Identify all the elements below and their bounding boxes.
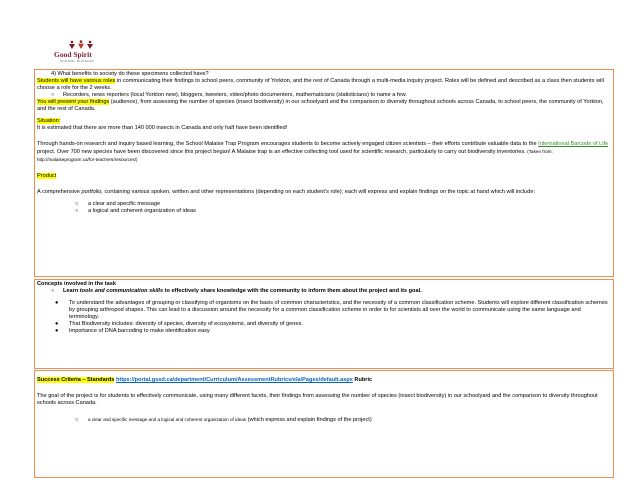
learn-list-item — [37, 288, 611, 295]
hollow-bullet-icon: ○ — [75, 417, 79, 423]
concepts-section — [34, 279, 614, 369]
final-item-paren: (which express and explain findings of the project) — [247, 417, 372, 423]
people-figures-icon — [68, 40, 94, 50]
situation-label: Situation: — [37, 118, 61, 124]
logo-subtitle: SCHOOL DIVISION — [60, 59, 95, 63]
final-list-item — [37, 416, 611, 424]
include-item-text: a clear and specific message — [88, 201, 161, 207]
final-item-main: a clear and specific message and a logical and coherent organization of ideas — [88, 417, 247, 422]
include-item-text: a logical and coherent organization of ideas — [88, 208, 196, 214]
hollow-bullet-icon: ○ — [51, 288, 55, 294]
roles-highlight: Students will have various roles — [37, 78, 116, 84]
include-list-item — [37, 201, 611, 208]
concepts-heading: Concepts involved in the task — [37, 281, 116, 287]
findings-paragraph — [37, 99, 611, 113]
concept-bullet-text: That Biodiversity includes: diversity of species, diversity of ecosystems, and diversity of genes. — [69, 321, 303, 327]
success-criteria-section — [34, 370, 614, 478]
roles-list-item — [37, 92, 611, 99]
portfolio-text-after: containing various spoken, written and other representations (depending on each student’s role); each will express and explain findings on the topic at hand which will include: — [102, 189, 536, 195]
learn-italic: tools and communication skills — [79, 288, 164, 294]
logo-name: Good Spirit — [54, 50, 92, 59]
concept-bullet-item — [37, 300, 611, 321]
portfolio-text-before: A comprehensive — [37, 189, 82, 195]
roles-paragraph — [37, 78, 611, 92]
product-label: Product — [37, 173, 57, 179]
situation-label-row — [37, 118, 611, 125]
hollow-bullet-icon: ○ — [75, 208, 79, 214]
findings-highlight: You will present your findings — [37, 99, 110, 105]
portfolio-paragraph — [37, 189, 611, 196]
criteria-row — [37, 377, 611, 384]
solid-bullet-icon: ● — [55, 300, 59, 306]
learn-text-before: Learn — [63, 288, 80, 294]
roles-text: in communicating their findings to school peers, community of Yorkton, and the rest of Canada through a multi-media inquiry project. Roles will be defined and described as a class then students will choose a role for the 2 weeks. — [37, 78, 604, 91]
learn-text-after: to effectively share knowledge with the community to inform them about the project and its goal. — [163, 288, 422, 294]
concept-bullet-item — [37, 321, 611, 328]
research-paragraph — [37, 141, 611, 164]
rubric-portal-link[interactable]: https://portal.gssd.ca/department/Curriculum/AssessmentRubrics/ela/Pages/default.aspx — [115, 377, 353, 383]
portfolio-italic: portfolio, — [81, 189, 103, 195]
concept-bullet-text: Importance of DNA barcoding to make identification easy — [69, 328, 210, 334]
good-spirit-logo — [50, 40, 112, 64]
question-text: 4) What benefits to society do these specimens collected have? — [51, 71, 209, 77]
research-text-before: Through hands-on research and inquiry based learning, the School Malaise Trap Program encourages students to become actively engaged citizen scientists – their efforts contribute valuable data to the — [37, 141, 539, 147]
include-list-item — [37, 208, 611, 215]
hollow-bullet-icon: ○ — [51, 92, 55, 98]
hollow-bullet-icon: ○ — [75, 201, 79, 207]
roles-list-text: Recorders, news reporters (local Yorkton new), bloggers, tweeters, video/photo documenters, mathematicians (statisticians) to name a few. — [63, 92, 407, 98]
criteria-label: Success Criteria – Standards — [37, 377, 115, 383]
solid-bullet-icon: ● — [55, 321, 59, 327]
barcode-of-life-link[interactable]: International Barcode of Life — [538, 141, 609, 147]
solid-bullet-icon: ● — [55, 328, 59, 334]
task-description-section — [34, 69, 614, 277]
product-label-row — [37, 173, 611, 180]
situation-text: It is estimated that there are more than 140 000 insects in Canada and only half have been identified! — [37, 125, 288, 131]
concept-bullet-item — [37, 328, 611, 335]
goal-paragraph: The goal of the project is for students to effectively communicate, using many different facets, their findings from assessing the number of species (insect biodiversity) in our schoolyard and the comparison to diversity throughout schools across Canada. — [37, 393, 598, 406]
research-text-after: project. Over 700 new species have been discovered since this project began! A Malaise trap is an effective collecting tool used for scientific research, particularly to carry out biodiversity inventories. — [37, 149, 526, 155]
findings-text: (audience), from assessing the number of species (insect biodiversity) in our schoolyard and the comparison to diversity throughout schools across Canada, to school peers, the community of Yorkton, and the rest of Canada. — [37, 99, 604, 112]
concept-bullet-text: To understand the advantages of grouping or classifying of organisms on the basis of common characteristics, and the necessity of a common classification scheme. Students will explore different classification schemes by grouping arthropod shapes. This can lead to a discussion around the necessity for a common classification scheme in order to for scientists all over the world to communicate using the same language and terminology. — [69, 300, 608, 320]
rubric-label: Rubric — [354, 377, 373, 383]
research-source: (Taken from: http://malaiseprogram.ca/for-teachers/resources/) — [37, 149, 553, 162]
